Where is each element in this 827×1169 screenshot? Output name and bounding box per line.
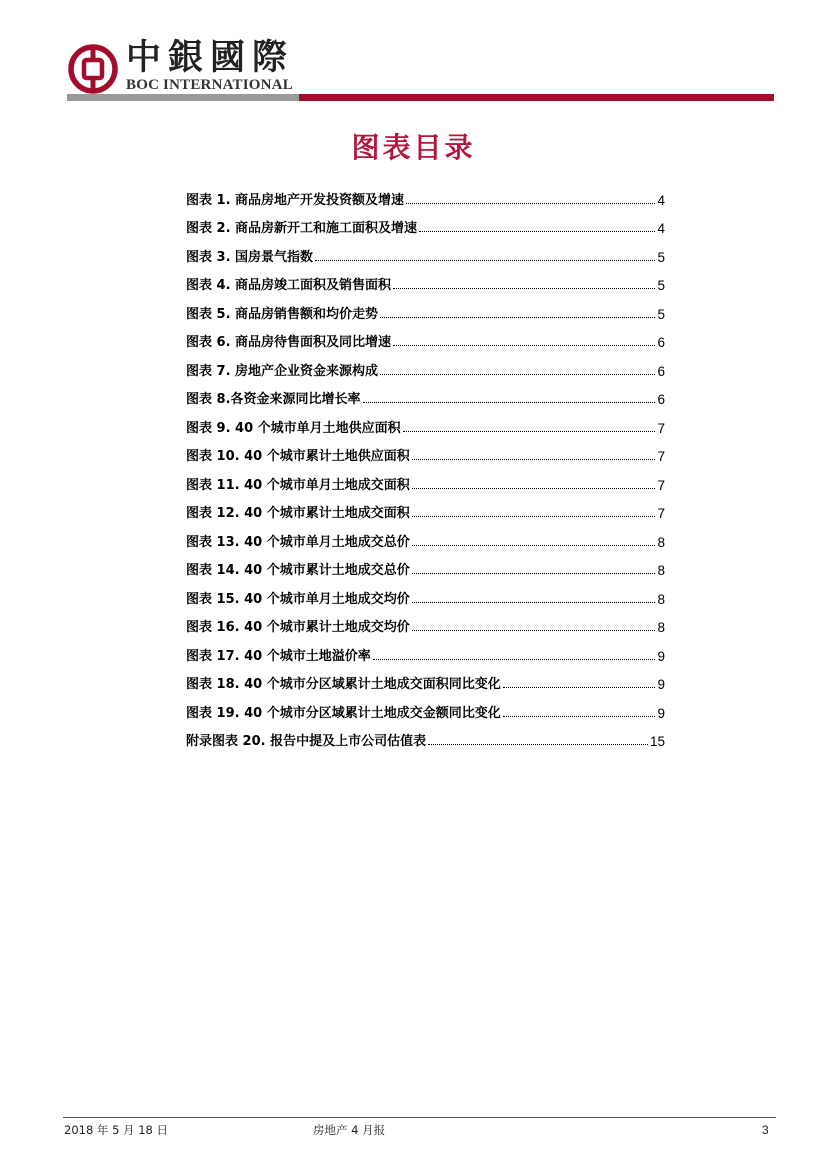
- toc-entry[interactable]: [186, 578, 665, 607]
- toc-dot-leader: [419, 230, 655, 232]
- toc-entry[interactable]: [186, 607, 665, 636]
- figure-list: [186, 179, 665, 749]
- toc-dot-leader: [412, 572, 656, 574]
- brand-name-english: BOC INTERNATIONAL: [126, 77, 293, 93]
- toc-entry-page-number: 5: [657, 278, 665, 293]
- footer-divider: [63, 1117, 776, 1118]
- header-divider-bar: [67, 94, 774, 101]
- toc-entry-label: 图表 2. 商品房新开工和施工面积及增速: [186, 221, 418, 236]
- toc-entry[interactable]: [186, 293, 665, 322]
- toc-entry-page-number: 7: [657, 477, 665, 493]
- toc-entry-page-number: 9: [657, 705, 665, 721]
- footer-page-number: 3: [762, 1123, 769, 1137]
- toc-entry-label: 图表 11. 40 个城市单月土地成交面积: [186, 477, 410, 493]
- toc-entry-label: 图表 12. 40 个城市累计土地成交面积: [186, 506, 410, 521]
- toc-entry-label: 图表 4. 商品房竣工面积及销售面积: [186, 278, 392, 293]
- toc-entry[interactable]: [186, 265, 665, 294]
- toc-entry[interactable]: [186, 236, 665, 265]
- toc-entry[interactable]: [186, 208, 665, 237]
- toc-entry-page-number: 6: [657, 392, 665, 407]
- toc-entry-label: 图表 17. 40 个城市土地溢价率: [186, 648, 371, 664]
- toc-entry-page-number: 6: [657, 363, 665, 379]
- toc-dot-leader: [403, 430, 656, 432]
- footer-report-name: 房地产 4 月报: [313, 1123, 386, 1137]
- toc-dot-leader: [412, 629, 656, 631]
- toc-entry-label: 图表 18. 40 个城市分区域累计土地成交面积同比变化: [186, 677, 501, 692]
- toc-entry[interactable]: [186, 664, 665, 693]
- toc-entry[interactable]: [186, 692, 665, 721]
- toc-dot-leader: [412, 544, 656, 546]
- toc-entry-label: 图表 14. 40 个城市累计土地成交总价: [186, 563, 410, 578]
- toc-entry-page-number: 7: [657, 449, 665, 464]
- toc-entry-label: 图表 5. 商品房销售额和均价走势: [186, 306, 379, 322]
- toc-entry-page-number: 4: [657, 192, 665, 208]
- header-divider-gray-segment: [67, 94, 299, 101]
- toc-dot-leader: [373, 658, 656, 660]
- toc-dot-leader: [412, 487, 656, 489]
- toc-entry-label: 图表 10. 40 个城市累计土地供应面积: [186, 449, 410, 464]
- toc-entry[interactable]: [186, 436, 665, 465]
- toc-entry-label: 图表 9. 40 个城市单月土地供应面积: [186, 420, 401, 436]
- toc-entry-label: 图表 8.各资金来源同比增长率: [186, 392, 361, 407]
- toc-entry[interactable]: [186, 350, 665, 379]
- brand-name-chinese: 中銀國際: [126, 37, 295, 78]
- toc-entry-page-number: 6: [657, 335, 665, 350]
- toc-entry-label: 图表 15. 40 个城市单月土地成交均价: [186, 591, 410, 607]
- toc-entry-label: 图表 16. 40 个城市累计土地成交均价: [186, 620, 410, 635]
- toc-entry-page-number: 7: [657, 506, 665, 521]
- toc-entry-page-number: 8: [657, 563, 665, 578]
- toc-dot-leader: [380, 373, 655, 375]
- toc-dot-leader: [393, 287, 655, 289]
- toc-entry[interactable]: [186, 550, 665, 579]
- toc-dot-leader: [428, 743, 648, 745]
- toc-entry-page-number: 5: [657, 306, 665, 322]
- toc-entry-page-number: 5: [657, 249, 665, 265]
- toc-dot-leader: [315, 259, 655, 261]
- toc-entry-label: 图表 13. 40 个城市单月土地成交总价: [186, 534, 410, 550]
- toc-entry[interactable]: [186, 521, 665, 550]
- toc-entry-page-number: 8: [657, 534, 665, 550]
- toc-entry[interactable]: [186, 322, 665, 351]
- toc-entry-page-number: 8: [657, 620, 665, 635]
- toc-dot-leader: [412, 515, 656, 517]
- toc-dot-leader: [380, 316, 655, 318]
- toc-dot-leader: [412, 458, 656, 460]
- toc-dot-leader: [503, 715, 656, 717]
- toc-entry-page-number: 15: [649, 734, 665, 749]
- toc-entry[interactable]: [186, 635, 665, 664]
- toc-dot-leader: [503, 686, 656, 688]
- toc-entry-label: 图表 7. 房地产企业资金来源构成: [186, 363, 379, 379]
- toc-entry[interactable]: [186, 721, 665, 750]
- boc-logo-icon: [68, 44, 118, 94]
- toc-entry-label: 图表 6. 商品房待售面积及同比增速: [186, 335, 392, 350]
- footer-date: 2018 年 5 月 18 日: [64, 1123, 168, 1137]
- toc-entry-label: 图表 1. 商品房地产开发投资额及增速: [186, 192, 405, 208]
- toc-entry-page-number: 4: [657, 221, 665, 236]
- toc-entry[interactable]: [186, 179, 665, 208]
- toc-entry[interactable]: [186, 379, 665, 408]
- toc-entry[interactable]: [186, 493, 665, 522]
- toc-entry[interactable]: [186, 407, 665, 436]
- toc-entry-page-number: 9: [657, 648, 665, 664]
- toc-entry-page-number: 7: [657, 420, 665, 436]
- toc-entry[interactable]: [186, 464, 665, 493]
- toc-entry-label: 图表 19. 40 个城市分区域累计土地成交金额同比变化: [186, 705, 501, 721]
- toc-entry-label: 图表 3. 国房景气指数: [186, 249, 314, 265]
- toc-dot-leader: [406, 202, 655, 204]
- toc-dot-leader: [393, 344, 655, 346]
- toc-dot-leader: [412, 601, 656, 603]
- toc-entry-page-number: 8: [657, 591, 665, 607]
- page-title: 图表目录: [351, 131, 476, 164]
- toc-dot-leader: [363, 401, 656, 403]
- toc-entry-page-number: 9: [657, 677, 665, 692]
- toc-entry-label: 附录图表 20. 报告中提及上市公司估值表: [186, 734, 427, 749]
